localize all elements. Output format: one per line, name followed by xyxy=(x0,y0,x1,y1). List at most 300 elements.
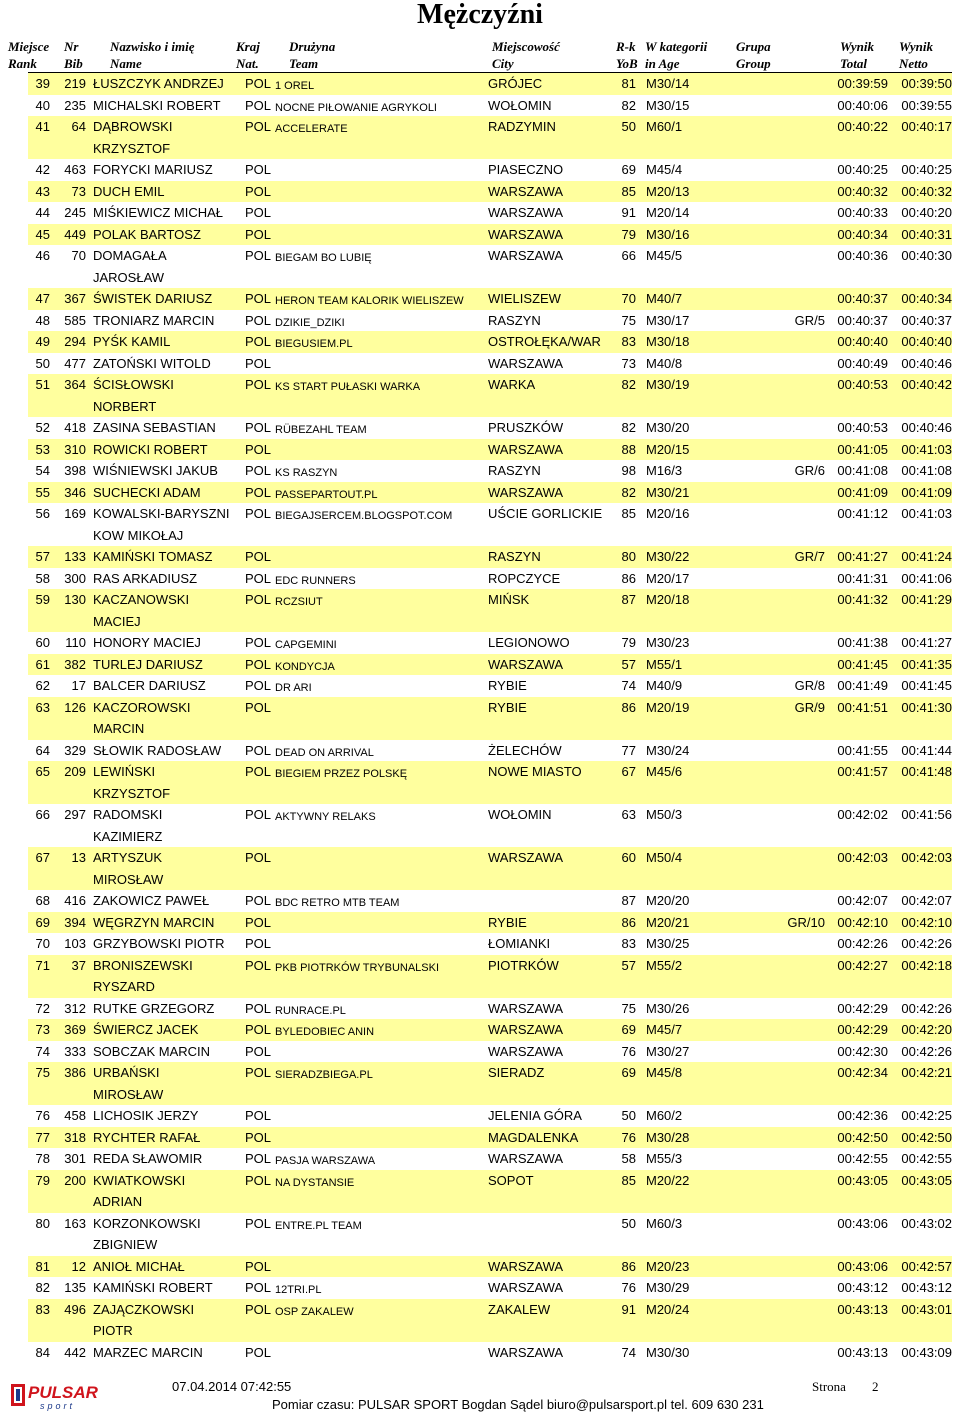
cell-nat: POL xyxy=(245,914,272,930)
cell-name: KRZYSZTOF xyxy=(93,140,171,156)
cell-city: RASZYN xyxy=(488,312,541,328)
cell-yob: 82 xyxy=(621,484,636,500)
cell-cat: M16/3 xyxy=(646,463,683,478)
cell-netto: 00:43:12 xyxy=(901,1280,952,1295)
cell-total: 00:42:50 xyxy=(837,1129,888,1145)
cell-nat: POL xyxy=(245,377,272,392)
cell-bib: 110 xyxy=(65,635,86,650)
cell-bib: 64 xyxy=(71,119,86,134)
cell-total: 00:42:27 xyxy=(837,957,888,973)
cell-cat: M60/3 xyxy=(646,1215,683,1231)
cell-yob: 86 xyxy=(621,914,636,930)
cell-cat: M45/4 xyxy=(646,162,683,177)
cell-team: AKTYWNY RELAKS xyxy=(275,811,376,823)
cell-nat: POL xyxy=(245,226,272,242)
cell-nat: POL xyxy=(245,549,272,564)
cell-city: MAGDALENKA xyxy=(488,1129,579,1145)
cell-nat: POL xyxy=(245,592,272,607)
cell-bib: 235 xyxy=(64,97,86,113)
header-yob-line: R-k xyxy=(616,39,636,54)
cell-rank: 50 xyxy=(35,355,50,371)
cell-name: KAMIŃSKI ROBERT xyxy=(93,1280,213,1295)
cell-yob: 50 xyxy=(621,1215,636,1231)
cell-total: 00:41:38 xyxy=(837,635,888,650)
table-row xyxy=(28,288,952,310)
header-team-line: Team xyxy=(289,56,319,71)
cell-team: 12TRI.PL xyxy=(275,1284,322,1296)
cell-yob: 86 xyxy=(621,699,636,715)
cell-name: REDA SŁAWOMIR xyxy=(93,1151,203,1166)
cell-rank: 69 xyxy=(35,914,50,930)
cell-total: 00:41:27 xyxy=(837,549,888,564)
table-row xyxy=(28,933,952,955)
cell-name: DOMAGAŁA xyxy=(93,248,167,263)
cell-nat: POL xyxy=(245,441,272,457)
cell-city: WARSZAWA xyxy=(488,1344,564,1360)
cell-nat: POL xyxy=(245,506,272,521)
cell-rank: 75 xyxy=(35,1065,50,1080)
cell-cat: M55/3 xyxy=(646,1151,683,1166)
cell-nat: POL xyxy=(245,936,272,951)
cell-rank: 65 xyxy=(35,764,50,779)
cell-cat: M60/1 xyxy=(646,119,683,134)
table-row xyxy=(28,546,952,568)
cell-cat: M30/14 xyxy=(646,76,690,91)
cell-rank: 80 xyxy=(35,1215,50,1231)
header-bib-line: Bib xyxy=(64,56,83,71)
cell-bib: 301 xyxy=(64,1151,86,1166)
cell-netto: 00:42:20 xyxy=(901,1022,952,1037)
table-row xyxy=(28,675,952,697)
cell-total: 00:41:32 xyxy=(837,592,888,607)
cell-yob: 79 xyxy=(621,226,636,242)
cell-rank: 52 xyxy=(35,420,50,435)
cell-name: TRONIARZ MARCIN xyxy=(93,312,215,328)
cell-total: 00:41:51 xyxy=(837,699,888,715)
cell-rank: 84 xyxy=(35,1344,50,1360)
cell-cat: M30/16 xyxy=(646,226,690,242)
header-cat-line: W kategorii xyxy=(645,39,708,54)
cell-nat: POL xyxy=(245,1280,272,1295)
cell-nat: POL xyxy=(245,463,272,478)
cell-name: RUTKE GRZEGORZ xyxy=(93,1000,215,1016)
cell-total: 00:43:05 xyxy=(837,1172,888,1188)
cell-netto: 00:41:03 xyxy=(901,441,952,457)
cell-yob: 87 xyxy=(621,592,636,607)
cell-cat: M20/14 xyxy=(646,205,690,220)
cell-nat: POL xyxy=(245,205,272,220)
cell-bib: 416 xyxy=(64,893,86,908)
cell-city: WOŁOMIN xyxy=(488,97,552,113)
cell-nat: POL xyxy=(245,312,272,328)
table-row xyxy=(28,374,952,417)
footer-page xyxy=(812,1379,878,1395)
cell-city: GRÓJEC xyxy=(488,76,543,91)
cell-city: RYBIE xyxy=(488,678,527,693)
cell-cat: M30/15 xyxy=(646,97,690,113)
cell-netto: 00:40:17 xyxy=(901,119,952,134)
cell-rank: 76 xyxy=(35,1108,50,1123)
cell-yob: 57 xyxy=(621,656,636,672)
cell-yob: 76 xyxy=(621,1043,636,1059)
cell-rank: 58 xyxy=(35,570,50,586)
table-row xyxy=(28,95,952,117)
cell-bib: 70 xyxy=(71,248,86,263)
header-group xyxy=(736,38,771,72)
cell-total: 00:42:26 xyxy=(837,936,888,951)
cell-bib: 449 xyxy=(64,226,86,242)
cell-bib: 163 xyxy=(64,1215,86,1231)
header-group-line: Grupa xyxy=(736,39,771,54)
cell-city: WARSZAWA xyxy=(488,441,564,457)
cell-bib: 130 xyxy=(64,592,86,607)
cell-cat: M45/8 xyxy=(646,1065,683,1080)
cell-netto: 00:41:56 xyxy=(901,807,952,822)
cell-bib: 135 xyxy=(64,1280,86,1295)
cell-rank: 64 xyxy=(35,742,50,758)
cell-yob: 82 xyxy=(621,97,636,113)
cell-team: KS START PUŁASKI WARKA xyxy=(275,381,421,393)
cell-cat: M20/19 xyxy=(646,699,690,715)
cell-bib: 300 xyxy=(64,570,86,586)
cell-bib: 329 xyxy=(64,742,86,758)
cell-name: RYCHTER RAFAŁ xyxy=(93,1129,201,1145)
cell-total: 00:42:55 xyxy=(837,1151,888,1166)
header-yob-line: YoB xyxy=(616,56,638,71)
cell-bib: 209 xyxy=(64,764,86,779)
cell-bib: 37 xyxy=(71,957,86,973)
cell-cat: M20/23 xyxy=(646,1258,690,1274)
table-row xyxy=(28,460,952,482)
cell-cat: M40/7 xyxy=(646,291,683,306)
cell-bib: 398 xyxy=(64,463,86,478)
header-rank xyxy=(8,38,49,72)
cell-cat: M30/26 xyxy=(646,1000,690,1016)
page-number: 2 xyxy=(871,1379,879,1394)
cell-rank: 74 xyxy=(35,1043,50,1059)
cell-rank: 42 xyxy=(35,162,50,177)
cell-name: MIROSŁAW xyxy=(93,871,164,887)
cell-total: 00:40:36 xyxy=(837,248,888,263)
cell-yob: 75 xyxy=(621,1000,636,1016)
cell-name: KWIATKOWSKI xyxy=(93,1172,186,1188)
cell-rank: 63 xyxy=(35,699,50,715)
cell-rank: 83 xyxy=(35,1301,50,1317)
cell-city: WARSZAWA xyxy=(488,484,564,500)
cell-team: KS RASZYN xyxy=(275,467,338,479)
cell-name: ARTYSZUK xyxy=(93,850,163,865)
cell-total: 00:42:10 xyxy=(837,914,888,930)
cell-team: RÜBEZAHL TEAM xyxy=(275,424,367,436)
cell-team: BIEGIEM PRZEZ POLSKĘ xyxy=(275,768,408,780)
cell-nat: POL xyxy=(245,1065,272,1080)
cell-netto: 00:42:26 xyxy=(901,936,952,951)
cell-cat: M20/24 xyxy=(646,1301,690,1317)
cell-netto: 00:41:45 xyxy=(901,678,952,693)
cell-yob: 86 xyxy=(621,1258,636,1274)
cell-netto: 00:40:37 xyxy=(901,312,952,328)
cell-rank: 54 xyxy=(35,463,50,478)
cell-netto: 00:42:07 xyxy=(901,893,952,908)
cell-team: PASSEPARTOUT.PL xyxy=(275,488,378,501)
cell-team: DR ARI xyxy=(275,682,312,694)
cell-netto: 00:41:48 xyxy=(901,764,952,779)
cell-yob: 82 xyxy=(621,420,636,435)
cell-city: WARSZAWA xyxy=(488,248,564,263)
header-total-line: Total xyxy=(840,56,867,71)
cell-netto: 00:40:20 xyxy=(901,205,952,220)
cell-bib: 169 xyxy=(64,506,86,521)
table-row xyxy=(28,912,952,934)
cell-yob: 80 xyxy=(621,549,636,564)
cell-cat: M55/2 xyxy=(646,957,683,973)
cell-rank: 71 xyxy=(35,957,50,973)
cell-total: 00:40:32 xyxy=(837,183,888,199)
cell-nat: POL xyxy=(245,742,272,758)
cell-bib: 133 xyxy=(64,549,86,564)
cell-netto: 00:40:40 xyxy=(901,334,952,349)
cell-netto: 00:41:03 xyxy=(901,506,952,521)
table-row xyxy=(28,503,952,546)
cell-total: 00:42:36 xyxy=(837,1108,888,1123)
cell-cat: M30/23 xyxy=(646,635,690,650)
cell-yob: 63 xyxy=(621,807,636,822)
cell-bib: 418 xyxy=(64,420,86,435)
cell-bib: 346 xyxy=(64,484,86,500)
table-row xyxy=(28,310,952,332)
header-netto xyxy=(899,38,933,72)
cell-bib: 386 xyxy=(64,1065,86,1080)
cell-team: BYLEDOBIEC ANIN xyxy=(275,1026,375,1038)
cell-bib: 245 xyxy=(64,205,86,220)
cell-total: 00:40:53 xyxy=(837,377,888,392)
table-row xyxy=(28,847,952,890)
cell-team: SIERADZBIEGA.PL xyxy=(275,1069,373,1081)
cell-team: BIEGUSIEM.PL xyxy=(275,338,353,350)
header-nat xyxy=(236,38,260,72)
cell-city: RASZYN xyxy=(488,463,541,478)
cell-name: KORZONKOWSKI xyxy=(93,1215,201,1231)
cell-nat: POL xyxy=(245,97,272,113)
cell-yob: 82 xyxy=(621,377,636,392)
cell-name: RADOMSKI xyxy=(93,807,163,822)
cell-netto: 00:41:09 xyxy=(901,484,952,500)
cell-total: 00:42:29 xyxy=(837,1022,888,1037)
header-total xyxy=(840,38,874,72)
cell-rank: 70 xyxy=(35,936,50,951)
cell-name: LICHOSIK JERZY xyxy=(93,1108,199,1123)
cell-yob: 70 xyxy=(621,291,636,306)
cell-name: ZAJĄCZKOWSKI xyxy=(93,1301,195,1317)
cell-group: GR/5 xyxy=(794,312,825,328)
cell-team: BDC RETRO MTB TEAM xyxy=(275,897,400,909)
cell-total: 00:40:37 xyxy=(837,291,888,306)
cell-city: WARSZAWA xyxy=(488,1151,564,1166)
cell-city: WARSZAWA xyxy=(488,656,564,672)
cell-netto: 00:41:06 xyxy=(901,570,952,586)
cell-yob: 66 xyxy=(621,248,636,263)
cell-bib: 12 xyxy=(71,1258,86,1274)
cell-netto: 00:41:35 xyxy=(901,656,952,672)
cell-cat: M40/9 xyxy=(646,678,683,693)
page-footer xyxy=(0,1376,960,1417)
cell-cat: M40/8 xyxy=(646,355,683,371)
cell-yob: 69 xyxy=(621,1065,636,1080)
cell-nat: POL xyxy=(245,1151,272,1166)
cell-city: WARSZAWA xyxy=(488,355,564,371)
cell-cat: M45/7 xyxy=(646,1022,683,1037)
table-row xyxy=(28,245,952,288)
cell-name: DUCH EMIL xyxy=(93,183,165,199)
cell-netto: 00:39:55 xyxy=(901,97,952,113)
cell-name: KACZANOWSKI xyxy=(93,592,190,607)
cell-nat: POL xyxy=(245,1000,272,1016)
table-row xyxy=(28,568,952,590)
page-title: Mężczyźni xyxy=(417,0,543,30)
cell-name: ROWICKI ROBERT xyxy=(93,441,208,457)
cell-rank: 57 xyxy=(35,549,50,564)
cell-name: MARZEC MARCIN xyxy=(93,1344,203,1360)
cell-bib: 442 xyxy=(64,1344,86,1360)
cell-nat: POL xyxy=(245,1301,272,1317)
cell-city: PIOTRKÓW xyxy=(488,957,559,973)
header-rank-line: Miejsce xyxy=(8,39,50,54)
cell-cat: M30/24 xyxy=(646,742,690,758)
cell-rank: 78 xyxy=(35,1151,50,1166)
cell-name: MACIEJ xyxy=(93,613,141,629)
cell-rank: 56 xyxy=(35,506,50,521)
header-yob xyxy=(616,38,638,72)
cell-bib: 477 xyxy=(64,355,86,371)
cell-total: 00:40:37 xyxy=(837,312,888,328)
cell-team: BIEGAM BO LUBIĘ xyxy=(275,252,372,264)
cell-cat: M45/6 xyxy=(646,764,683,779)
cell-name: LEWIŃSKI xyxy=(93,764,156,779)
cell-city: WARSZAWA xyxy=(488,1000,564,1016)
footer-date: 07.04.2014 07:42:55 xyxy=(172,1379,292,1394)
cell-cat: M30/22 xyxy=(646,549,690,564)
cell-netto: 00:40:32 xyxy=(901,183,952,199)
cell-cat: M20/15 xyxy=(646,441,690,457)
cell-city: MIŃSK xyxy=(488,592,530,607)
cell-total: 00:43:13 xyxy=(837,1301,888,1317)
cell-team: DZIKIE_DZIKI xyxy=(275,316,345,329)
cell-netto: 00:41:08 xyxy=(901,463,952,478)
table-row xyxy=(28,1213,952,1256)
cell-team: CAPGEMINI xyxy=(275,639,337,651)
cell-netto: 00:42:25 xyxy=(901,1108,952,1123)
cell-name: MIROSŁAW xyxy=(93,1086,164,1102)
cell-nat: POL xyxy=(245,699,272,715)
cell-city: WARSZAWA xyxy=(488,205,564,220)
cell-total: 00:40:49 xyxy=(837,355,888,371)
cell-city: ZAKALEW xyxy=(488,1301,551,1317)
cell-city: UŚCIE GORLICKIE xyxy=(488,506,603,521)
cell-total: 00:43:12 xyxy=(837,1280,888,1295)
cell-yob: 81 xyxy=(621,76,636,91)
cell-name: ŚWIERCZ JACEK xyxy=(93,1022,199,1037)
cell-name: WĘGRZYN MARCIN xyxy=(93,914,215,930)
cell-total: 00:43:06 xyxy=(837,1215,888,1231)
header-city xyxy=(492,38,560,72)
cell-yob: 79 xyxy=(621,635,636,650)
table-row xyxy=(28,181,952,203)
header-netto-line: Netto xyxy=(899,56,928,71)
table-row xyxy=(28,804,952,847)
cell-yob: 74 xyxy=(621,1344,636,1360)
cell-name: FORYCKI MARIUSZ xyxy=(93,162,213,177)
cell-nat: POL xyxy=(245,334,272,349)
cell-team: KONDYCJA xyxy=(275,660,335,673)
table-row xyxy=(28,697,952,740)
table-row xyxy=(28,73,952,95)
header-city-line: Miejscowość xyxy=(492,39,560,54)
cell-rank: 41 xyxy=(35,119,50,134)
cell-city: WOŁOMIN xyxy=(488,807,552,822)
cell-yob: 76 xyxy=(621,1280,636,1295)
cell-rank: 68 xyxy=(35,893,50,908)
cell-yob: 74 xyxy=(621,678,636,693)
cell-total: 00:40:53 xyxy=(837,420,888,435)
header-team xyxy=(289,38,335,72)
table-row xyxy=(28,159,952,181)
cell-city: WARSZAWA xyxy=(488,226,564,242)
table-row xyxy=(28,1170,952,1213)
cell-city: WIELISZEW xyxy=(488,291,561,306)
cell-total: 00:42:07 xyxy=(837,893,888,908)
cell-nat: POL xyxy=(245,678,272,693)
cell-name: MARCIN xyxy=(93,721,145,736)
cell-name: ZAKOWICZ PAWEŁ xyxy=(93,893,210,908)
cell-group: GR/10 xyxy=(787,914,825,930)
cell-cat: M30/28 xyxy=(646,1129,690,1145)
cell-yob: 57 xyxy=(621,957,636,973)
cell-name: NORBERT xyxy=(93,398,157,414)
cell-rank: 46 xyxy=(35,248,50,263)
header-nat-line: Kraj xyxy=(236,39,260,54)
cell-nat: POL xyxy=(245,76,272,91)
cell-netto: 00:42:55 xyxy=(901,1151,952,1166)
table-row xyxy=(28,632,952,654)
cell-total: 00:42:34 xyxy=(837,1065,888,1080)
cell-bib: 496 xyxy=(64,1301,86,1317)
cell-name: MIŚKIEWICZ MICHAŁ xyxy=(93,205,224,220)
cell-bib: 13 xyxy=(71,850,86,865)
cell-rank: 44 xyxy=(35,205,50,220)
cell-nat: POL xyxy=(245,635,272,650)
header-name-line: Nazwisko i imię xyxy=(110,39,195,54)
cell-cat: M20/17 xyxy=(646,570,690,586)
cell-bib: 200 xyxy=(64,1172,86,1188)
table-row xyxy=(28,1299,952,1342)
cell-netto: 00:42:21 xyxy=(901,1065,952,1080)
cell-total: 00:40:06 xyxy=(837,97,888,113)
cell-cat: M45/5 xyxy=(646,248,683,263)
table-row xyxy=(28,202,952,224)
cell-nat: POL xyxy=(245,1043,272,1059)
cell-total: 00:41:09 xyxy=(837,484,888,500)
header-name-line: Name xyxy=(110,56,142,71)
cell-netto: 00:43:09 xyxy=(901,1344,952,1360)
pulsar-logo xyxy=(10,1378,112,1412)
cell-cat: M30/17 xyxy=(646,312,690,328)
footer-contact: Pomiar czasu: PULSAR SPORT Bogdan Sądel biuro@pulsarsport.pl tel. 609 630 231 xyxy=(272,1397,764,1412)
cell-bib: 219 xyxy=(64,76,86,91)
cell-city: RADZYMIN xyxy=(488,119,556,134)
cell-total: 00:39:59 xyxy=(837,76,888,91)
header-group-line: Group xyxy=(736,56,771,71)
cell-bib: 312 xyxy=(64,1000,86,1016)
